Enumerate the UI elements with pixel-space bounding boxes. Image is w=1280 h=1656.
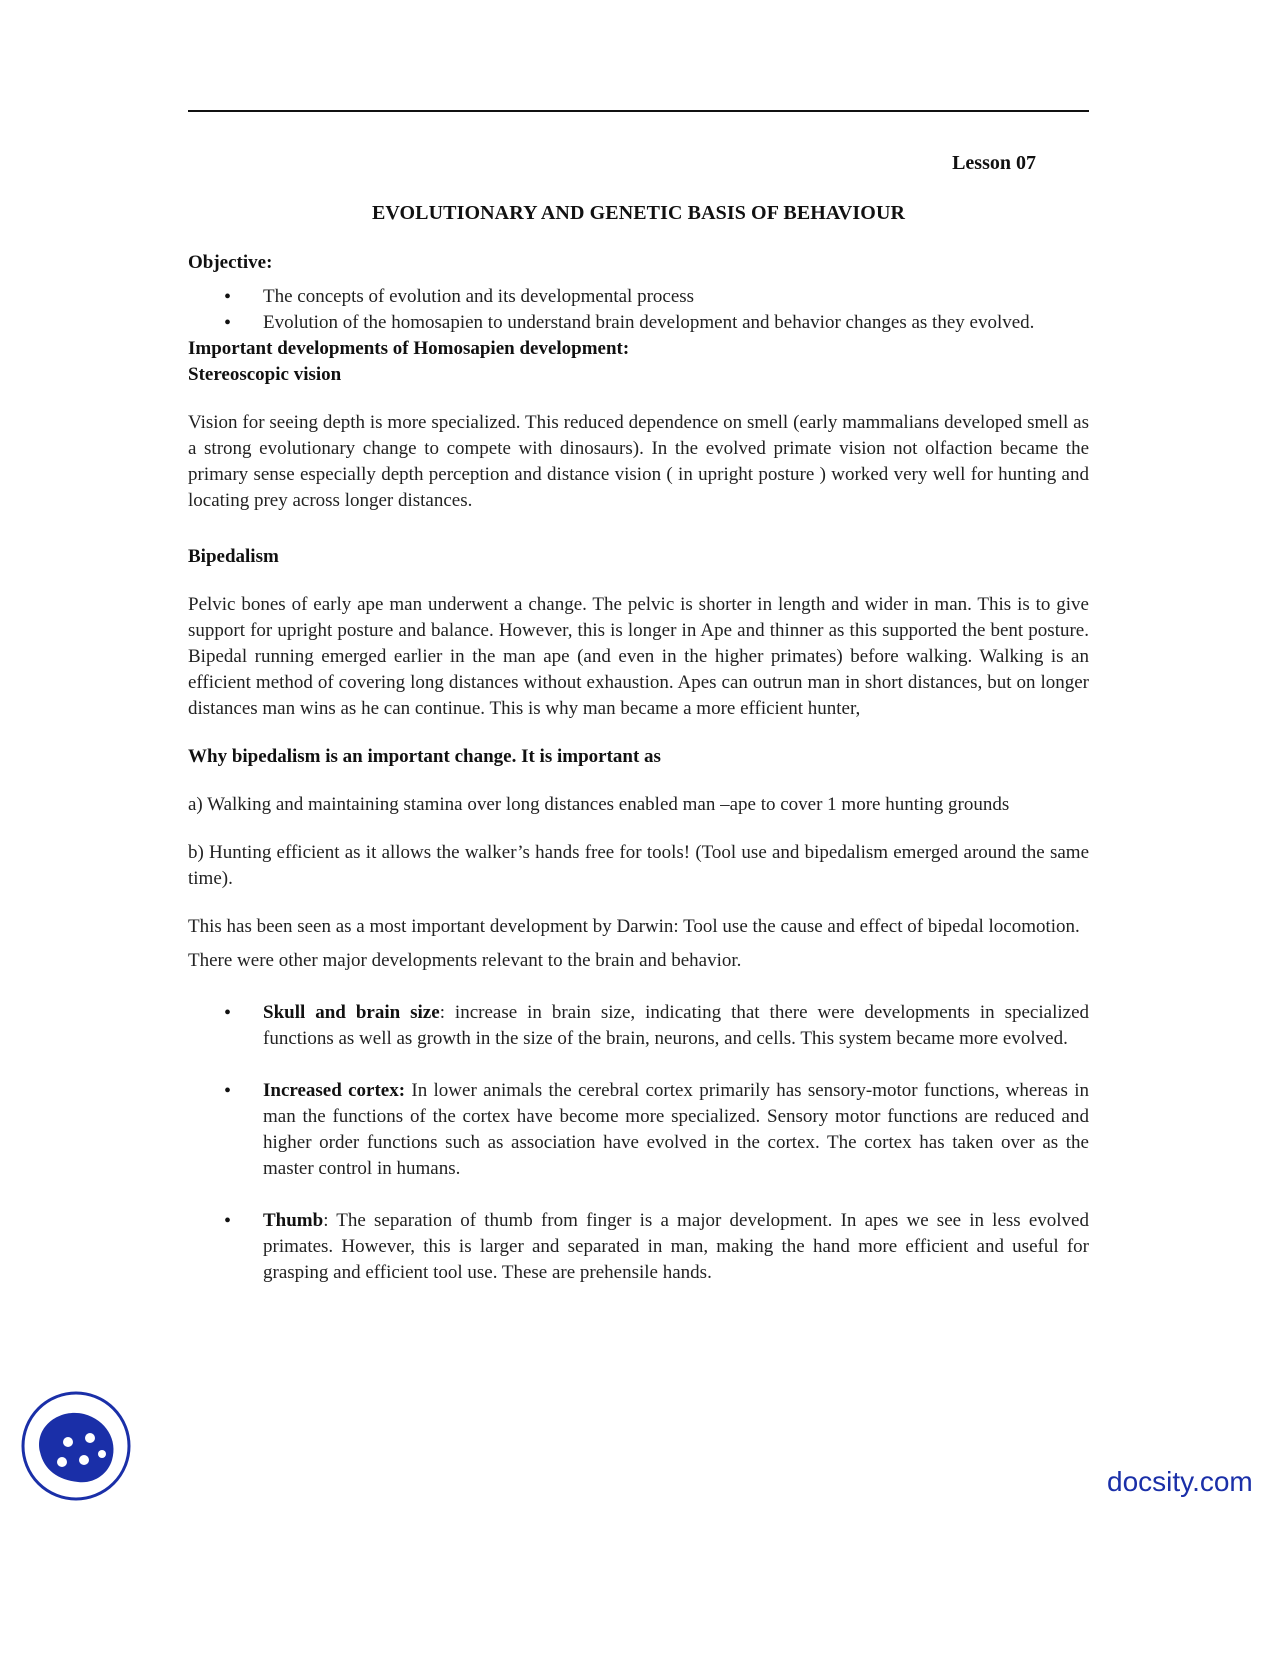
why-heading: Why bipedalism is an important change. It is important as <box>188 746 661 767</box>
important-heading: Important developments of Homosapien development: <box>188 338 630 359</box>
objective-list <box>188 284 1089 336</box>
bullet-icon: • <box>224 1080 232 1102</box>
bullet-icon: • <box>224 1210 232 1232</box>
stereo-paragraph: Vision for seeing depth is more specialized. This reduced dependence on smell (early mammalians developed smell as a strong evolutionary change to compete with dinosaurs). In the evolved primate vision not olfaction became the primary sense especially depth perception and distance vision ( in upright posture ) worked very well for hunting and locating prey across longer distances. <box>188 412 1089 511</box>
objective-heading: Objective: <box>188 252 273 273</box>
bullet-icon: • <box>224 1002 232 1024</box>
why-point-b: b) Hunting efficient as it allows the walker’s hands free for tools! (Tool use and bipedalism emerged around the same time). <box>188 842 1089 889</box>
list-item: • Evolution of the homosapien to understand brain development and behavior changes as they evolved. <box>224 312 1035 334</box>
why-point-a: a) Walking and maintaining stamina over long distances enabled man –ape to cover 1 more hunting grounds <box>188 794 1010 815</box>
darwin-paragraph: This has been seen as a most important development by Darwin: Tool use the cause and effect of bipedal locomotion. <box>188 916 1080 937</box>
list-item: • Thumb: The separation of thumb from finger is a major development. In apes we see in less evolved primates. However, this is larger and separated in man, making the hand more efficient and useful for grasping and efficient tool use. These are prehensile hands. <box>224 1210 1089 1283</box>
bipedalism-heading: Bipedalism <box>188 546 279 567</box>
lesson-number: Lesson 07 <box>952 152 1036 174</box>
list-item: • The concepts of evolution and its developmental process <box>224 286 695 308</box>
list-item: • Skull and brain size: increase in brain size, indicating that there were developments in specialized functions as well as growth in the size of the brain, neurons, and cells. This system became more evolved. <box>224 1002 1090 1049</box>
bullet-icon: • <box>224 286 232 308</box>
document-body <box>188 250 1089 1286</box>
developments-list <box>188 1000 1089 1286</box>
list-item: • Increased cortex: In lower animals the cerebral cortex primarily has sensory-motor functions, whereas in man the functions of the cortex have become more specialized. Sensory motor functions are reduced and higher order functions such as association have evolved in the cortex. The cortex has taken over as the master control in humans. <box>224 1080 1090 1179</box>
other-developments: There were other major developments relevant to the brain and behavior. <box>188 950 742 971</box>
stereo-heading: Stereoscopic vision <box>188 364 342 385</box>
header-rule <box>188 110 1089 112</box>
bullet-icon: • <box>224 312 232 334</box>
bipedalism-paragraph: Pelvic bones of early ape man underwent a change. The pelvic is shorter in length and wider in man. This is to give support for upright posture and balance. However, this is longer in Ape and thinner as this supported the bent posture. Bipedal running emerged earlier in the man ape (and even in the higher primates) before walking. Walking is an efficient method of covering long distances without exhaustion. Apes can outrun man in short distances, but on longer distances man wins as he can continue. This is why man became a more efficient hunter, <box>188 594 1089 719</box>
docsity-logo-icon[interactable] <box>20 1390 132 1502</box>
docsity-brand-link[interactable]: docsity.com <box>1107 1466 1253 1497</box>
page-title: EVOLUTIONARY AND GENETIC BASIS OF BEHAVIOUR <box>371 202 906 224</box>
